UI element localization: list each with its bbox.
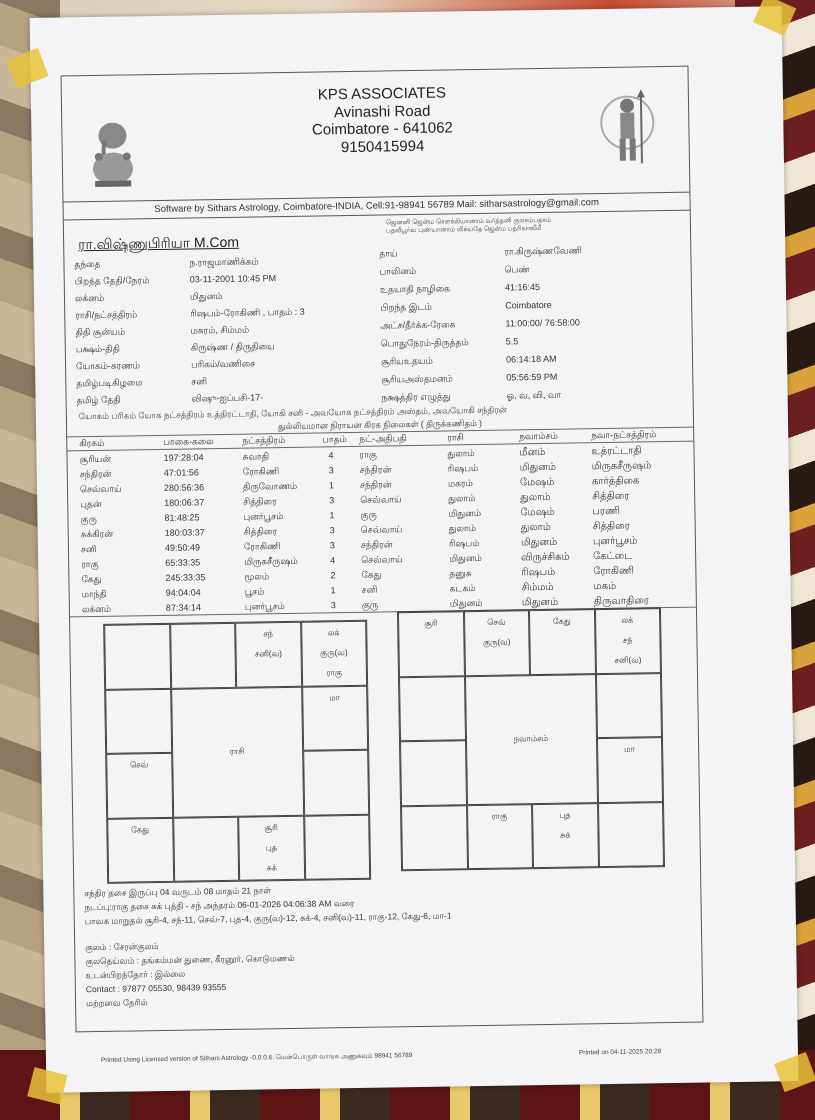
table-cell: துலாம் xyxy=(520,491,551,504)
table-header: பாதம் xyxy=(322,434,347,445)
table-cell: மிதுனம் xyxy=(449,597,483,609)
table-cell: குரு xyxy=(80,513,97,525)
horoscope-sheet xyxy=(30,6,799,1093)
planet-label: சூரி xyxy=(264,822,278,832)
planet-label: சுக் xyxy=(266,862,277,872)
table-cell: சந்திரன் xyxy=(79,468,112,480)
table-cell: செவ்வாய் xyxy=(360,524,403,535)
table-cell: 47:01:56 xyxy=(163,467,199,478)
table-cell: சந்திரன் xyxy=(360,539,393,550)
table-cell: குரு xyxy=(360,509,377,520)
field-label: தாய் xyxy=(379,248,398,259)
table-cell: உத்ரட்டாதி xyxy=(591,445,642,458)
field-label: பொதுநேரம்-திருத்தம் xyxy=(380,337,469,349)
table-cell: சந்திரன் xyxy=(359,479,392,490)
field-value: 06:14:18 AM xyxy=(505,353,557,365)
planet-label: புத xyxy=(559,810,571,820)
table-cell: மிதுனம் xyxy=(520,536,558,549)
planet-label: மா xyxy=(624,744,635,754)
table-header: நட்சத்திரம் xyxy=(242,435,286,446)
chart-house xyxy=(463,610,530,676)
table-cell: குரு xyxy=(361,599,379,610)
table-cell: ரிஷபம் xyxy=(448,537,480,549)
planet-label: சுக் xyxy=(560,830,571,840)
planet-table-title: துல்லியமான நிராயன கிரக நிலைகள் ( திருக்கணிதம் ) xyxy=(278,417,483,432)
verse-line-1: ஜெனனி ஜென்ம சௌக்கியானாம் வர்த்தனி குலசம்பதாம் xyxy=(385,216,552,227)
chart-center xyxy=(171,686,304,817)
table-cell: செவ்வாய் xyxy=(79,483,122,495)
table-cell: பரணி xyxy=(592,505,620,518)
field-value: 03-11-2001 10:45 PM xyxy=(189,273,277,285)
chart-house xyxy=(105,688,172,754)
chart-house xyxy=(529,609,596,675)
company-phone: 9150415994 xyxy=(340,137,425,156)
current-dasa: நடப்பு:ராகு தசை சுக் புத்தி - சந் அந்தரம் 06-01-2026 04:06:38 AM வரை xyxy=(84,897,355,913)
bhava-change: பாவக மாறுதல் சூரி-4, சந்-11, செவ்-7, புத-4, குரு(வ)-12, சுக்-4, சனி(வ)-11, ராகு-12, கேது-6, மா-1 xyxy=(84,910,452,927)
table-cell: 87:34:14 xyxy=(165,602,202,613)
field-label: பாலினம் xyxy=(379,265,417,277)
table-cell: சிம்மம் xyxy=(521,581,554,594)
table-cell: ராகு xyxy=(81,558,99,570)
field-label: பிறந்த தேதி/நேரம் xyxy=(74,275,150,287)
chart-house xyxy=(401,805,468,871)
table-cell: ராகு xyxy=(359,449,377,460)
field-value: கிருஷ்ண / திருதியை xyxy=(190,341,275,353)
chart-house xyxy=(597,802,664,868)
table-cell: மகரம் xyxy=(447,478,473,489)
company-street: Avinashi Road xyxy=(333,102,431,121)
table-cell: ரிஷபம் xyxy=(521,566,556,579)
table-cell: மிருகசீருஷம் xyxy=(591,460,652,473)
table-cell: 1 xyxy=(329,510,335,521)
planet-label: புத xyxy=(265,842,278,852)
chart-house xyxy=(595,673,662,739)
murugan-icon xyxy=(597,87,658,168)
field-label: தமிழ்படிகிழமை xyxy=(76,377,143,389)
chart-house xyxy=(594,608,661,674)
planet-label: சனி(வ) xyxy=(254,649,282,659)
company-city: Coimbatore - 641062 xyxy=(311,119,453,139)
table-cell: மேஷம் xyxy=(520,506,555,519)
software-credit: Software by Sithars Astrology, Coimbatore-INDIA, Cell:91-98941 56789 Mail: sitharsastrology@gmail.com xyxy=(154,197,599,216)
table-header: நவாம்சம் xyxy=(519,430,558,442)
table-header: நவா-நட்சத்திரம் xyxy=(591,429,657,441)
person-name: ரா.விஷ்ணுபிரியா M.Com xyxy=(78,233,240,253)
field-value: Coimbatore xyxy=(505,299,552,311)
table-cell: திருவாதிரை xyxy=(593,595,649,608)
table-cell: மிதுனம் xyxy=(449,552,482,564)
table-cell: மேஷம் xyxy=(519,476,555,489)
table-cell: 245:33:35 xyxy=(165,572,206,583)
table-cell: ரோகிணி xyxy=(593,565,635,578)
table-cell: லக்னம் xyxy=(81,603,112,615)
field-value: மகரம், சிம்மம் xyxy=(190,324,250,336)
table-cell: விருச்சிகம் xyxy=(521,551,570,564)
table-cell: 1 xyxy=(330,585,336,596)
chart-house xyxy=(304,814,371,880)
planet-label: ராகு xyxy=(326,668,342,678)
table-cell: ரோகிணி xyxy=(242,466,280,477)
table-cell: ரோகிணி xyxy=(243,541,281,552)
chart-house xyxy=(301,621,368,687)
planet-label: குரு(வ) xyxy=(482,637,511,647)
company-name: KPS ASSOCIATES xyxy=(317,84,447,104)
planet-label: மா xyxy=(329,692,340,702)
field-value: 41:16:45 xyxy=(504,281,541,293)
ganesha-icon xyxy=(82,110,143,191)
field-label: உதயாதி நாழிகை xyxy=(379,283,450,295)
company-block xyxy=(292,84,473,157)
table-header: ராசி xyxy=(447,432,464,443)
planet-label: சந் xyxy=(263,629,273,639)
table-header: கிரகம் xyxy=(79,437,105,449)
table-cell: மிதுனம் xyxy=(519,461,557,474)
table-cell: சுவாதி xyxy=(242,451,270,462)
field-value: 11:00:00/ 76:58:00 xyxy=(505,317,580,329)
table-cell: மீனம் xyxy=(519,446,546,459)
field-value: ந.ராஜமாணிக்கம் xyxy=(189,256,259,268)
field-label: நக்ஷத்திர எழுத்து xyxy=(381,391,451,403)
field-label: திதி சூன்யம் xyxy=(75,326,126,338)
table-cell: 94:04:04 xyxy=(165,587,201,598)
footer-printed-date: Printed on 04-11-2025 20:28 xyxy=(578,1048,662,1057)
table-cell: 3 xyxy=(329,540,336,551)
table-cell: சித்திரை xyxy=(243,526,278,537)
field-label: சூரியஉதயம் xyxy=(380,355,433,367)
chart-house xyxy=(170,623,237,689)
table-cell: சனி xyxy=(361,584,378,595)
table-cell: 3 xyxy=(328,465,334,476)
table-cell: கார்த்திகை xyxy=(591,475,640,488)
planet-label: லக் xyxy=(621,615,634,625)
planet-label: கேது xyxy=(131,824,150,834)
siblings: உடன்பிறந்தோர் : இல்லை xyxy=(85,968,186,981)
table-cell: 180:06:37 xyxy=(164,497,205,508)
table-cell: 180:03:37 xyxy=(164,527,205,538)
chart-house xyxy=(238,815,305,881)
table-cell: சந்திரன் xyxy=(359,464,392,475)
chart-house xyxy=(596,737,663,803)
header xyxy=(62,67,690,203)
table-cell: 3 xyxy=(329,525,335,536)
planet-label: கேது xyxy=(552,616,571,626)
contact: Contact : 97877 05530, 98439 93555 xyxy=(85,982,227,995)
kuladeivam: குலதெய்வம் : தங்கம்மன் துணை, கீரனூர், கொடுமணல் xyxy=(85,952,295,967)
chart-house xyxy=(398,611,465,677)
chart-house xyxy=(106,753,173,819)
field-value: விஷு-ஐப்பசி-17- xyxy=(191,392,264,404)
table-header: நட்-அதிபதி xyxy=(359,433,407,444)
rasi-chart xyxy=(103,620,371,884)
table-cell: துலாம் xyxy=(448,523,476,534)
field-label: தந்தை xyxy=(74,258,101,270)
table-cell: மூலம் xyxy=(244,571,270,582)
table-cell: 1 xyxy=(328,480,335,491)
field-value: ரா.கிருஷ்ணவேணி xyxy=(504,245,582,257)
table-cell: கேது xyxy=(361,569,382,580)
chart-house xyxy=(302,685,369,751)
table-cell: துலாம் xyxy=(447,448,475,459)
table-cell: 2 xyxy=(330,570,336,581)
table-cell: 3 xyxy=(329,495,335,506)
planet-label: சந் xyxy=(622,635,633,645)
chart-house xyxy=(104,624,171,690)
table-cell: ரிஷபம் xyxy=(447,462,479,474)
chart-house xyxy=(399,676,466,742)
table-cell: புனர்பூசம் xyxy=(243,511,284,522)
navamsa-chart xyxy=(397,607,665,871)
table-cell: மாந்தி xyxy=(81,588,107,600)
field-label: பிறந்த இடம் xyxy=(380,301,432,313)
chart-center-label: ராசி xyxy=(229,746,245,756)
table-cell: புதன் xyxy=(80,498,102,510)
field-value: பரிகம்/வணிசை xyxy=(190,358,256,370)
table-cell: 65:33:35 xyxy=(165,557,201,568)
table-cell: செவ்வாய் xyxy=(360,494,402,505)
planet-label: சனி(வ) xyxy=(614,655,642,665)
dasa-balance: சந்திர தசை இருப்பு 04 வருடம் 08 மாதம் 21 நாள் xyxy=(84,885,272,899)
table-cell: சனி xyxy=(80,543,97,555)
verse-line-2: பதவீபூர்வ புண்யானாம் லிக்யதே ஜென்ம பத்ரிகாஸீமீ xyxy=(385,224,542,235)
table-cell: கேட்டை xyxy=(593,550,633,563)
table-cell: 3 xyxy=(330,600,336,611)
table-cell: சித்திரை xyxy=(243,496,277,507)
table-cell: 4 xyxy=(328,450,334,461)
table-cell: சித்திரை xyxy=(592,520,630,533)
table-header: பாகை-கலை xyxy=(163,436,214,447)
planet-label: லக் xyxy=(327,628,340,638)
field-value: மிதுனம் xyxy=(189,290,223,302)
planet-label: சூரி xyxy=(424,618,438,628)
field-label: ராசி/நட்சத்திரம் xyxy=(75,309,138,321)
planet-label: செவ் xyxy=(129,760,149,770)
table-cell: புனர்பூசம் xyxy=(592,535,638,548)
table-cell: 197:28:04 xyxy=(163,452,204,463)
chart-house xyxy=(303,750,370,816)
table-cell: 81:48:25 xyxy=(164,512,200,523)
planet-label: செவ் xyxy=(487,617,506,627)
field-label: சூரியஅஸ்தமனம் xyxy=(381,373,453,385)
table-cell: கடகம் xyxy=(449,583,476,594)
table-cell: சூரியன் xyxy=(79,453,112,465)
sanskrit-verse xyxy=(386,215,646,235)
table-cell: துலாம் xyxy=(448,493,476,504)
chart-house xyxy=(107,817,174,883)
table-cell: துலாம் xyxy=(520,521,552,534)
horoscope-frame xyxy=(61,66,704,1033)
chart-house xyxy=(532,803,599,869)
chart-center xyxy=(464,674,597,805)
field-value: பெண் xyxy=(504,264,530,275)
table-cell: தனுசு xyxy=(449,568,472,579)
table-cell: மிதுனம் xyxy=(448,507,482,519)
table-cell: செவ்வாய் xyxy=(361,554,403,565)
table-cell: 4 xyxy=(330,555,336,566)
chart-house xyxy=(467,804,534,870)
table-cell: 49:50:49 xyxy=(164,542,201,553)
field-label: யோகம்-கரணம் xyxy=(76,360,141,372)
planet-label: ராகு xyxy=(491,811,508,821)
table-cell: மகம் xyxy=(593,580,617,593)
field-label: தமிழ் தேதி xyxy=(76,394,121,406)
kulam: குலம் : சேரன்குலம் xyxy=(85,941,159,953)
others: மற்றவை நேரில் xyxy=(86,997,148,1009)
table-cell: 280:56:36 xyxy=(163,482,205,493)
table-cell: பூசம் xyxy=(244,586,265,597)
field-value: சனி xyxy=(191,376,208,387)
field-value: 5.5 xyxy=(505,336,519,347)
chart-house xyxy=(173,816,240,882)
yogam-line: யோகம் பரிகம் யோக நட்சத்திரம் உத்திரட்டாதி, யோகி சனி - அவயோக நட்சத்திரம் அஸ்தம், அவயோகி சந்திரன் xyxy=(78,404,508,422)
field-value: ரிஷபம்-ரோகிணி , பாதம் : 3 xyxy=(190,306,305,319)
planet-label: குரு(வ) xyxy=(320,648,348,658)
field-label: அட்ச/தீர்க்க-ரேகை xyxy=(380,319,456,331)
chart-center-label: நவாம்சம் xyxy=(513,733,549,744)
field-label: பக்ஷம்-திதி xyxy=(75,343,121,355)
footer-license: Printed Using Licensed version of Sithars Astrology -0.0.0.6. மென்பொருள் வாங்க அணுகவும் 98941 56789 xyxy=(100,1052,413,1064)
field-value: ஓ, வ, வி, வா xyxy=(506,389,562,401)
field-label: லக்னம் xyxy=(74,292,105,304)
table-cell: திருவோணம் xyxy=(242,480,298,492)
table-cell: மிருகசீருஷம் xyxy=(244,555,298,567)
table-cell: கேது xyxy=(81,573,102,585)
table-cell: சித்திரை xyxy=(592,490,630,503)
chart-house xyxy=(400,740,467,806)
field-value: 05:56:59 PM xyxy=(506,371,558,383)
table-cell: சுக்கிரன் xyxy=(80,528,114,540)
table-cell: புனர்பூசம் xyxy=(244,601,285,612)
table-cell: மிதுனம் xyxy=(521,596,559,609)
chart-house xyxy=(235,622,302,688)
